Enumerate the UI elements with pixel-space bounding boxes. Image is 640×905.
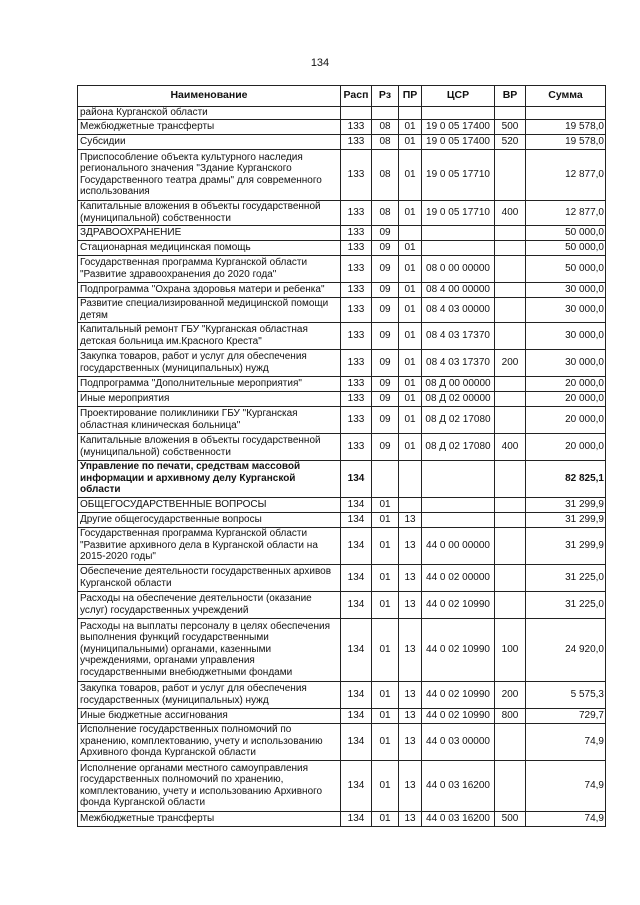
cell-vr — [495, 376, 526, 391]
cell-rasp: 134 — [341, 460, 372, 497]
cell-name: Государственная программа Курганской области "Развитие здравоохранения до 2020 года" — [78, 255, 341, 282]
cell-sum: 20 000,0 — [526, 406, 606, 433]
table-row — [78, 240, 606, 255]
cell-pr: 13 — [399, 811, 422, 826]
cell-sum: 19 578,0 — [526, 119, 606, 134]
cell-vr — [495, 149, 526, 200]
cell-vr — [495, 760, 526, 811]
cell-rasp: 134 — [341, 760, 372, 811]
cell-rz: 09 — [372, 225, 399, 240]
cell-rz: 01 — [372, 497, 399, 512]
table-row — [78, 134, 606, 149]
cell-rz: 01 — [372, 681, 399, 708]
cell-pr — [399, 107, 422, 120]
cell-sum: 24 920,0 — [526, 618, 606, 681]
cell-sum: 12 877,0 — [526, 149, 606, 200]
cell-name: Исполнение государственных полномочий по хранению, комплектованию, учету и использованию Архивного фонда Курганской области — [78, 723, 341, 760]
table-row — [78, 681, 606, 708]
cell-vr — [495, 591, 526, 618]
cell-rz: 08 — [372, 149, 399, 200]
cell-csr: 08 Д 02 17080 — [422, 433, 495, 460]
cell-sum: 82 825,1 — [526, 460, 606, 497]
table-row — [78, 760, 606, 811]
cell-rz: 09 — [372, 349, 399, 376]
cell-name: Стационарная медицинская помощь — [78, 240, 341, 255]
header-sum: Сумма — [526, 86, 606, 107]
cell-csr: 08 4 03 17370 — [422, 349, 495, 376]
cell-vr: 800 — [495, 708, 526, 723]
cell-csr: 19 0 05 17710 — [422, 149, 495, 200]
cell-name: Капитальные вложения в объекты государственной (муниципальной) собственности — [78, 433, 341, 460]
cell-pr: 01 — [399, 134, 422, 149]
cell-rz: 09 — [372, 240, 399, 255]
cell-vr: 400 — [495, 433, 526, 460]
table-row — [78, 119, 606, 134]
table-row — [78, 406, 606, 433]
cell-name: Межбюджетные трансферты — [78, 811, 341, 826]
cell-rz: 01 — [372, 760, 399, 811]
cell-csr: 44 0 02 10990 — [422, 591, 495, 618]
table-row — [78, 460, 606, 497]
cell-pr: 13 — [399, 723, 422, 760]
cell-pr: 13 — [399, 591, 422, 618]
cell-vr — [495, 406, 526, 433]
cell-name: Капитальный ремонт ГБУ "Курганская областная детская больница им.Красного Креста" — [78, 322, 341, 349]
cell-csr — [422, 225, 495, 240]
cell-vr: 200 — [495, 349, 526, 376]
cell-sum: 30 000,0 — [526, 282, 606, 297]
cell-vr — [495, 107, 526, 120]
cell-rasp: 133 — [341, 376, 372, 391]
header-vr: ВР — [495, 86, 526, 107]
cell-pr: 01 — [399, 240, 422, 255]
cell-rasp: 133 — [341, 391, 372, 406]
cell-vr — [495, 564, 526, 591]
table-row — [78, 591, 606, 618]
cell-vr — [495, 297, 526, 322]
cell-pr: 01 — [399, 433, 422, 460]
cell-rasp: 134 — [341, 591, 372, 618]
cell-vr — [495, 391, 526, 406]
cell-csr: 19 0 05 17400 — [422, 134, 495, 149]
table-row — [78, 297, 606, 322]
cell-rz: 09 — [372, 391, 399, 406]
table-row — [78, 527, 606, 564]
cell-pr — [399, 225, 422, 240]
cell-csr: 19 0 05 17400 — [422, 119, 495, 134]
cell-csr: 08 Д 02 17080 — [422, 406, 495, 433]
cell-csr: 08 0 00 00000 — [422, 255, 495, 282]
cell-vr — [495, 512, 526, 527]
cell-sum: 30 000,0 — [526, 322, 606, 349]
cell-rasp: 133 — [341, 406, 372, 433]
cell-rasp: 134 — [341, 723, 372, 760]
cell-rz: 09 — [372, 322, 399, 349]
cell-rz: 01 — [372, 527, 399, 564]
table-header-row — [78, 86, 606, 107]
table-body — [78, 107, 606, 827]
cell-name: ЗДРАВООХРАНЕНИЕ — [78, 225, 341, 240]
cell-rz: 01 — [372, 723, 399, 760]
cell-vr — [495, 255, 526, 282]
cell-rz: 01 — [372, 811, 399, 826]
table-row — [78, 708, 606, 723]
cell-rz: 09 — [372, 282, 399, 297]
cell-vr: 200 — [495, 681, 526, 708]
cell-rz — [372, 460, 399, 497]
cell-rz: 01 — [372, 591, 399, 618]
cell-csr: 08 Д 00 00000 — [422, 376, 495, 391]
cell-pr: 01 — [399, 200, 422, 225]
cell-rz: 09 — [372, 433, 399, 460]
table-row — [78, 255, 606, 282]
header-rasp: Расп — [341, 86, 372, 107]
cell-name: Закупка товаров, работ и услуг для обеспечения государственных (муниципальных) нужд — [78, 349, 341, 376]
cell-rasp: 133 — [341, 349, 372, 376]
cell-csr: 44 0 03 16200 — [422, 760, 495, 811]
cell-sum — [526, 107, 606, 120]
cell-rasp: 133 — [341, 134, 372, 149]
cell-rz: 09 — [372, 406, 399, 433]
cell-pr: 13 — [399, 564, 422, 591]
cell-sum: 74,9 — [526, 811, 606, 826]
cell-sum: 31 299,9 — [526, 527, 606, 564]
cell-name: Подпрограмма "Охрана здоровья матери и ребенка" — [78, 282, 341, 297]
cell-rasp — [341, 107, 372, 120]
cell-rasp: 134 — [341, 564, 372, 591]
cell-rasp: 134 — [341, 527, 372, 564]
table-row — [78, 107, 606, 120]
cell-name: ОБЩЕГОСУДАРСТВЕННЫЕ ВОПРОСЫ — [78, 497, 341, 512]
cell-rasp: 133 — [341, 149, 372, 200]
cell-sum: 20 000,0 — [526, 433, 606, 460]
cell-rasp: 133 — [341, 240, 372, 255]
header-name: Наименование — [78, 86, 341, 107]
cell-rasp: 134 — [341, 512, 372, 527]
cell-vr: 520 — [495, 134, 526, 149]
cell-vr: 400 — [495, 200, 526, 225]
cell-pr — [399, 460, 422, 497]
cell-sum: 20 000,0 — [526, 376, 606, 391]
cell-pr: 13 — [399, 618, 422, 681]
cell-rasp: 133 — [341, 297, 372, 322]
cell-name: района Курганской области — [78, 107, 341, 120]
table-row — [78, 282, 606, 297]
table-row — [78, 349, 606, 376]
cell-pr — [399, 497, 422, 512]
cell-rz: 01 — [372, 618, 399, 681]
cell-name: Приспособление объекта культурного наследия регионального значения "Здание Курганского Государственного театра драмы" для современного использования — [78, 149, 341, 200]
cell-rasp: 133 — [341, 119, 372, 134]
cell-pr: 13 — [399, 527, 422, 564]
cell-rasp: 134 — [341, 618, 372, 681]
cell-name: Подпрограмма "Дополнительные мероприятия" — [78, 376, 341, 391]
cell-rasp: 133 — [341, 433, 372, 460]
cell-pr: 13 — [399, 708, 422, 723]
table-row — [78, 149, 606, 200]
cell-pr: 01 — [399, 297, 422, 322]
cell-sum: 30 000,0 — [526, 349, 606, 376]
cell-rz: 08 — [372, 134, 399, 149]
budget-table — [77, 85, 606, 827]
cell-csr: 08 Д 02 00000 — [422, 391, 495, 406]
cell-name: Иные бюджетные ассигнования — [78, 708, 341, 723]
cell-rz: 08 — [372, 200, 399, 225]
cell-sum: 31 299,9 — [526, 497, 606, 512]
cell-rasp: 133 — [341, 200, 372, 225]
cell-csr: 44 0 02 10990 — [422, 708, 495, 723]
cell-pr: 01 — [399, 376, 422, 391]
cell-name: Управление по печати, средствам массовой информации и архивному делу Курганской области — [78, 460, 341, 497]
cell-vr — [495, 723, 526, 760]
cell-name: Капитальные вложения в объекты государственной (муниципальной) собственности — [78, 200, 341, 225]
table-row — [78, 512, 606, 527]
cell-vr — [495, 240, 526, 255]
cell-csr: 44 0 03 16200 — [422, 811, 495, 826]
cell-vr — [495, 460, 526, 497]
cell-name: Государственная программа Курганской области "Развитие архивного дела в Курганской области на 2015-2020 годы" — [78, 527, 341, 564]
cell-sum: 50 000,0 — [526, 255, 606, 282]
cell-vr — [495, 282, 526, 297]
cell-pr: 01 — [399, 255, 422, 282]
cell-csr: 44 0 00 00000 — [422, 527, 495, 564]
cell-rasp: 134 — [341, 811, 372, 826]
cell-csr: 19 0 05 17710 — [422, 200, 495, 225]
cell-rasp: 134 — [341, 681, 372, 708]
table-row — [78, 723, 606, 760]
cell-csr: 08 4 03 00000 — [422, 297, 495, 322]
table-row — [78, 433, 606, 460]
cell-pr: 13 — [399, 512, 422, 527]
table-row — [78, 618, 606, 681]
cell-pr: 01 — [399, 406, 422, 433]
cell-csr: 44 0 03 00000 — [422, 723, 495, 760]
header-pr: ПР — [399, 86, 422, 107]
cell-name: Закупка товаров, работ и услуг для обеспечения государственных (муниципальных) нужд — [78, 681, 341, 708]
cell-rasp: 133 — [341, 322, 372, 349]
table-row — [78, 225, 606, 240]
cell-rz: 08 — [372, 119, 399, 134]
cell-sum: 74,9 — [526, 760, 606, 811]
cell-name: Проектирование поликлиники ГБУ "Курганская областная клиническая больница" — [78, 406, 341, 433]
cell-sum: 31 225,0 — [526, 591, 606, 618]
cell-name: Исполнение органами местного самоуправления государственных полномочий по хранению, комплектованию, учету и использованию Архивного фонда Курганской области — [78, 760, 341, 811]
cell-csr: 44 0 02 00000 — [422, 564, 495, 591]
cell-rasp: 134 — [341, 708, 372, 723]
cell-name: Межбюджетные трансферты — [78, 119, 341, 134]
cell-csr — [422, 497, 495, 512]
cell-pr: 01 — [399, 149, 422, 200]
cell-sum: 12 877,0 — [526, 200, 606, 225]
cell-vr — [495, 225, 526, 240]
cell-sum: 729,7 — [526, 708, 606, 723]
table-row — [78, 811, 606, 826]
cell-csr: 44 0 02 10990 — [422, 618, 495, 681]
cell-csr — [422, 512, 495, 527]
header-rz: Рз — [372, 86, 399, 107]
table-row — [78, 391, 606, 406]
cell-csr — [422, 107, 495, 120]
cell-vr: 500 — [495, 119, 526, 134]
cell-pr: 01 — [399, 119, 422, 134]
cell-name: Субсидии — [78, 134, 341, 149]
table-row — [78, 564, 606, 591]
cell-sum: 50 000,0 — [526, 225, 606, 240]
cell-rasp: 133 — [341, 225, 372, 240]
cell-sum: 74,9 — [526, 723, 606, 760]
table-row — [78, 497, 606, 512]
cell-sum: 5 575,3 — [526, 681, 606, 708]
cell-vr — [495, 497, 526, 512]
cell-pr: 01 — [399, 391, 422, 406]
cell-pr: 01 — [399, 322, 422, 349]
cell-rz — [372, 107, 399, 120]
cell-sum: 50 000,0 — [526, 240, 606, 255]
cell-pr: 13 — [399, 681, 422, 708]
cell-rz: 09 — [372, 297, 399, 322]
cell-csr — [422, 460, 495, 497]
table-row — [78, 322, 606, 349]
header-csr: ЦСР — [422, 86, 495, 107]
cell-rasp: 134 — [341, 497, 372, 512]
cell-rz: 09 — [372, 255, 399, 282]
cell-csr: 08 4 03 17370 — [422, 322, 495, 349]
cell-rasp: 133 — [341, 255, 372, 282]
table-row — [78, 200, 606, 225]
cell-name: Расходы на обеспечение деятельности (оказание услуг) государственных учреждений — [78, 591, 341, 618]
page-number: 134 — [310, 57, 330, 69]
cell-rz: 01 — [372, 512, 399, 527]
cell-sum: 30 000,0 — [526, 297, 606, 322]
cell-rz: 01 — [372, 708, 399, 723]
cell-name: Иные мероприятия — [78, 391, 341, 406]
table-row — [78, 376, 606, 391]
cell-name: Другие общегосударственные вопросы — [78, 512, 341, 527]
cell-vr — [495, 527, 526, 564]
cell-rz: 09 — [372, 376, 399, 391]
cell-sum: 19 578,0 — [526, 134, 606, 149]
cell-rasp: 133 — [341, 282, 372, 297]
cell-sum: 20 000,0 — [526, 391, 606, 406]
cell-name: Обеспечение деятельности государственных архивов Курганской области — [78, 564, 341, 591]
cell-name: Расходы на выплаты персоналу в целях обеспечения выполнения функций государственными (муниципальными) органами, казенными учреждениями, органами управления государственными внебюджетными фондами — [78, 618, 341, 681]
cell-name: Развитие специализированной медицинской помощи детям — [78, 297, 341, 322]
cell-sum: 31 225,0 — [526, 564, 606, 591]
cell-rz: 01 — [372, 564, 399, 591]
cell-pr: 01 — [399, 349, 422, 376]
cell-pr: 01 — [399, 282, 422, 297]
cell-csr: 08 4 00 00000 — [422, 282, 495, 297]
cell-csr — [422, 240, 495, 255]
cell-vr: 500 — [495, 811, 526, 826]
cell-sum: 31 299,9 — [526, 512, 606, 527]
cell-vr — [495, 322, 526, 349]
cell-pr: 13 — [399, 760, 422, 811]
cell-csr: 44 0 02 10990 — [422, 681, 495, 708]
cell-vr: 100 — [495, 618, 526, 681]
